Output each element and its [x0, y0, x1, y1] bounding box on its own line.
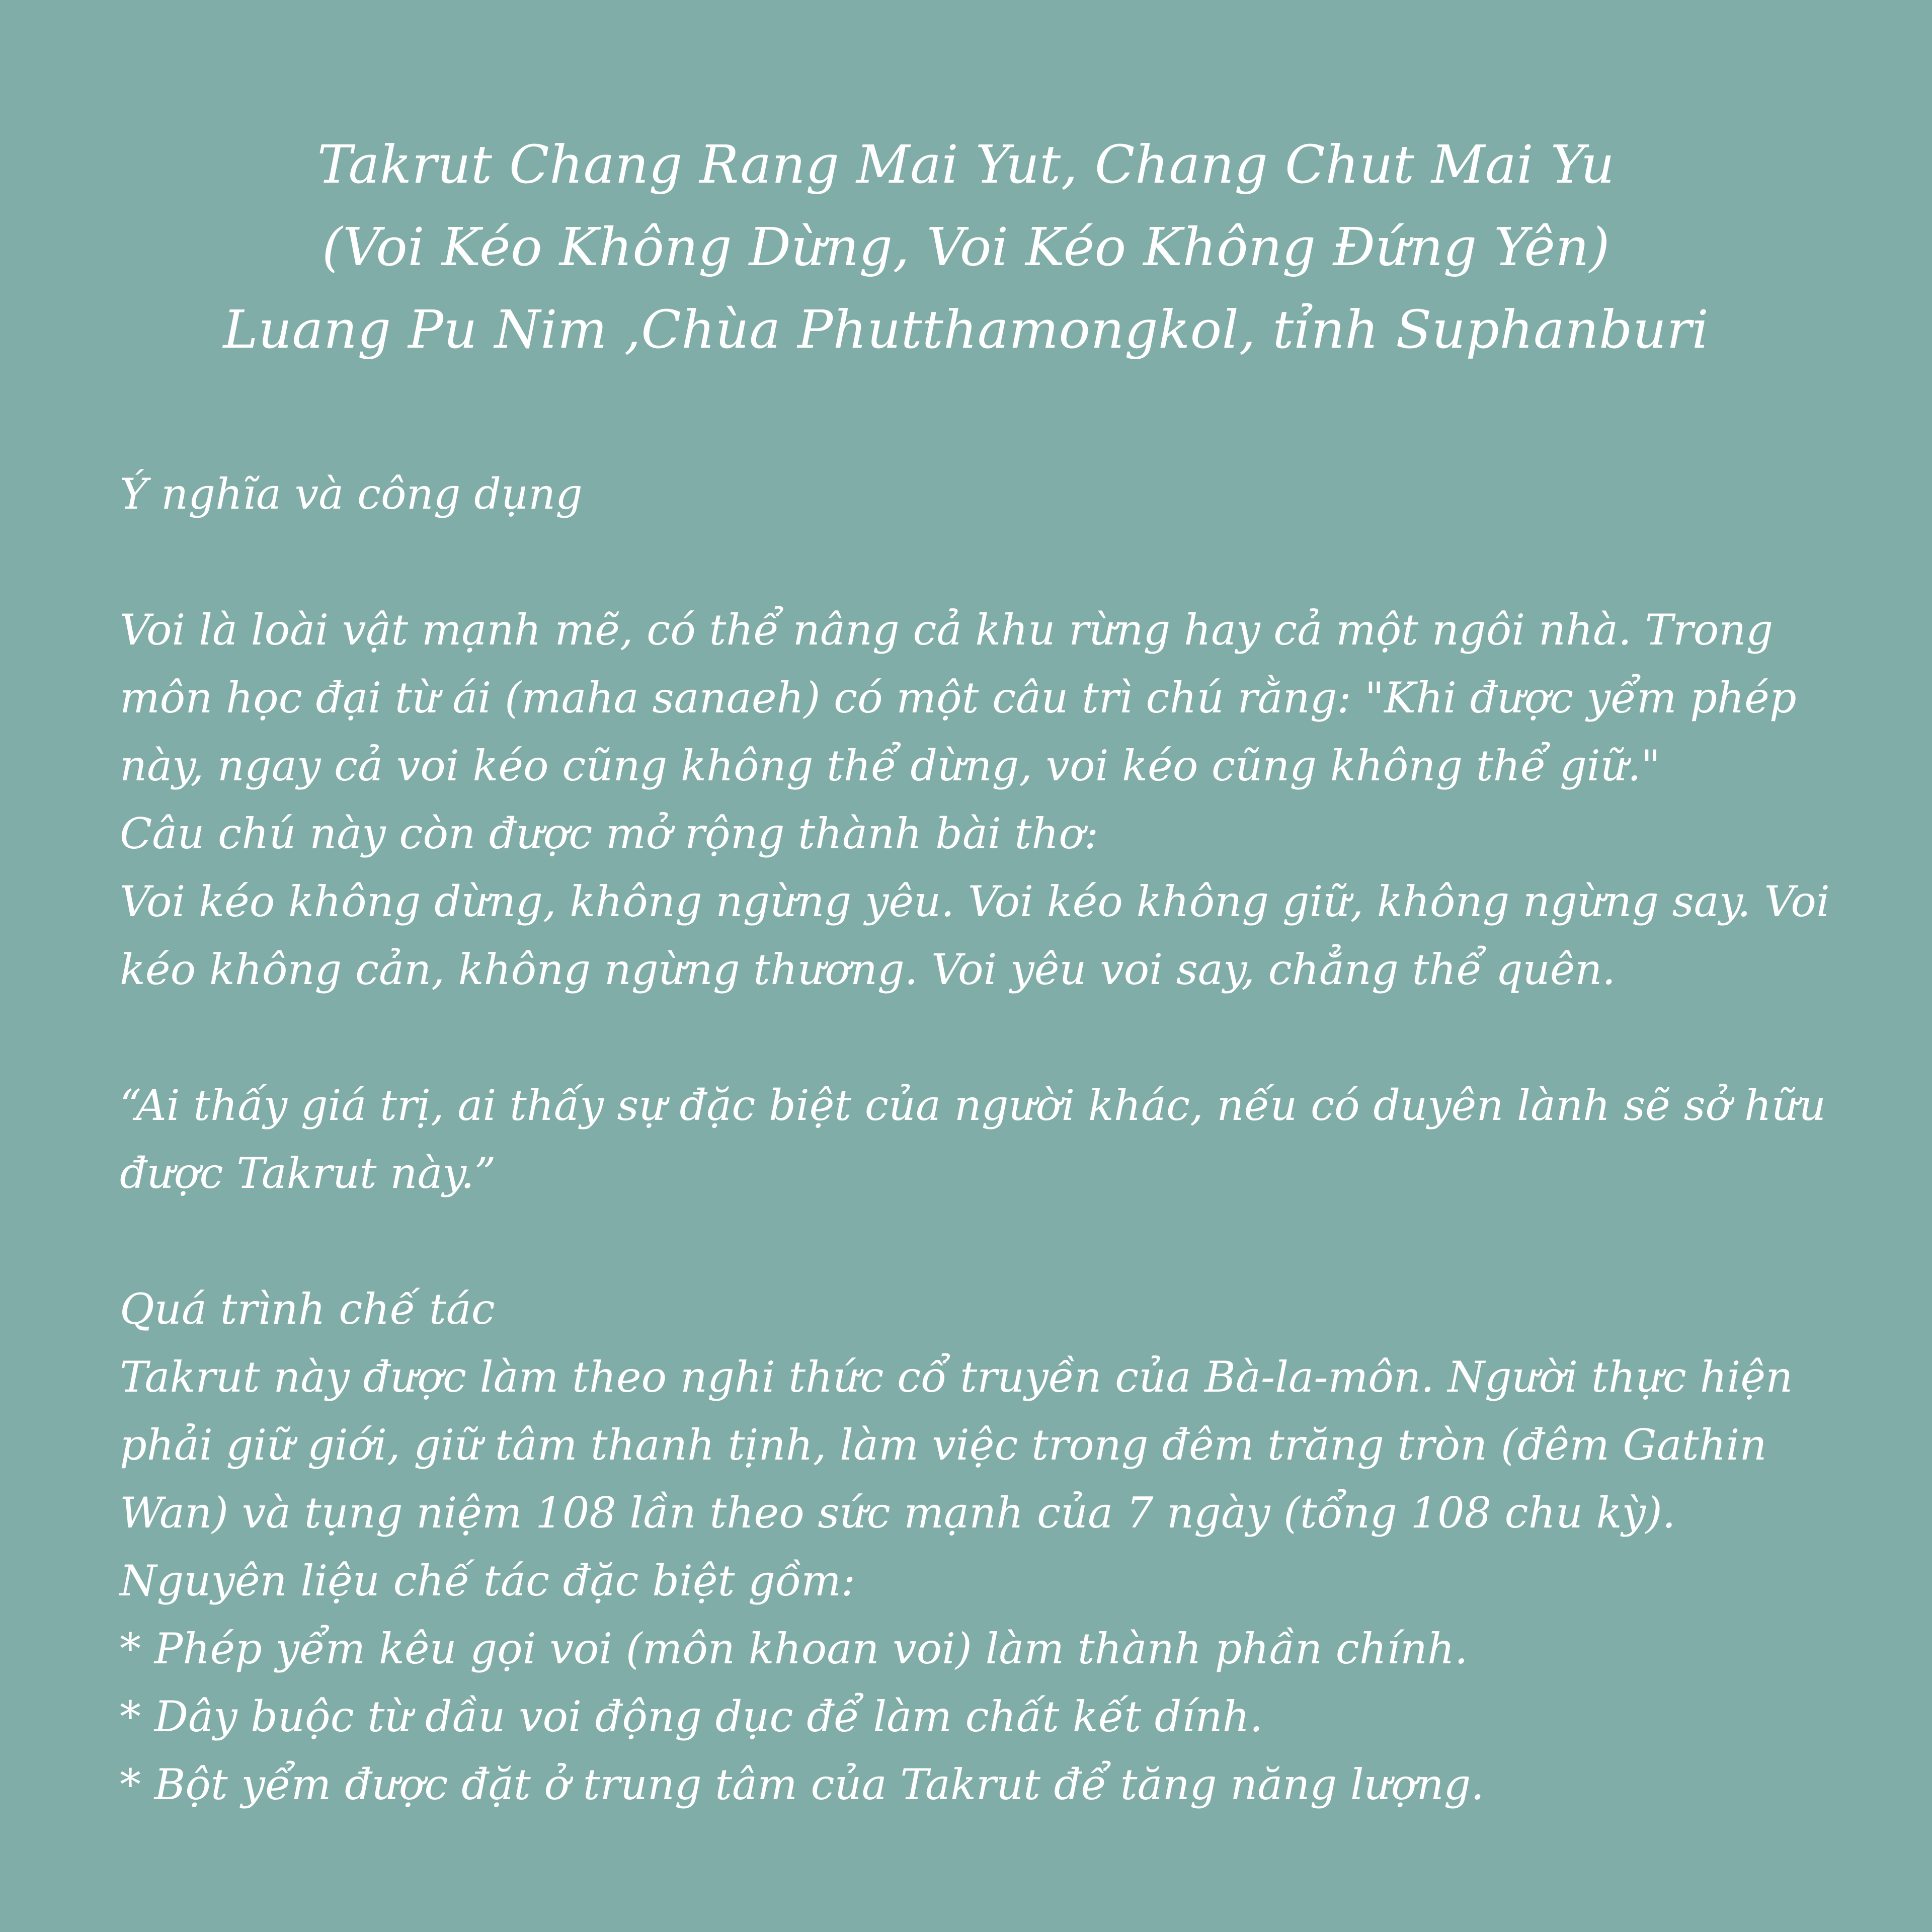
quote-line: được Takrut này.” [120, 1149, 496, 1198]
poem-intro: Câu chú này còn được mở rộng thành bài thơ: [120, 809, 1099, 858]
material-item: * Dây buộc từ dầu voi động dục để làm chất kết dính. [120, 1692, 1263, 1741]
poem-line: Voi kéo không dừng, không ngừng yêu. Voi kéo không giữ, không ngừng say. Voi [120, 877, 1830, 926]
meaning-paragraph-line: môn học đại từ ái (maha sanaeh) có một câu trì chú rằng: "Khi được yểm phép [120, 673, 1797, 722]
quote-line: “Ai thấy giá trị, ai thấy sự đặc biệt của người khác, nếu có duyên lành sẽ sở hữu [120, 1081, 1826, 1130]
title-block [0, 123, 1932, 371]
temple-line: Luang Pu Nim ,Chùa Phutthamongkol, tỉnh Suphanburi [223, 299, 1709, 360]
meaning-paragraph-line: Voi là loài vật mạnh mẽ, có thể nâng cả khu rừng hay cả một ngôi nhà. Trong [120, 605, 1774, 655]
material-item: * Phép yểm kêu gọi voi (môn khoan voi) làm thành phần chính. [120, 1624, 1468, 1673]
process-paragraph-line: phải giữ giới, giữ tâm thanh tịnh, làm việc trong đêm trăng tròn (đêm Gathin [120, 1420, 1767, 1470]
meaning-heading: Ý nghĩa và công dụng [120, 469, 583, 519]
body-text [120, 460, 1845, 1819]
process-heading: Quá trình chế tác [120, 1284, 495, 1334]
material-item: * Bột yểm được đặt ở trung tâm của Takrut để tăng năng lượng. [120, 1760, 1485, 1809]
poem-line: kéo không cản, không ngừng thương. Voi yêu voi say, chẳng thể quên. [120, 945, 1616, 994]
spacer [120, 1004, 1845, 1072]
meaning-paragraph-line: này, ngay cả voi kéo cũng không thể dừng, voi kéo cũng không thể giữ." [120, 741, 1661, 790]
process-paragraph-line: Wan) và tụng niệm 108 lần theo sức mạnh của 7 ngày (tổng 108 chu kỳ). [120, 1488, 1676, 1538]
title-line: Takrut Chang Rang Mai Yut, Chang Chut Mai Yu [317, 134, 1615, 195]
spacer [120, 528, 1845, 596]
materials-intro: Nguyên liệu chế tác đặc biệt gồm: [120, 1556, 856, 1605]
process-paragraph-line: Takrut này được làm theo nghi thức cổ truyền của Bà-la-môn. Người thực hiện [120, 1352, 1793, 1402]
subtitle-line: (Voi Kéo Không Dừng, Voi Kéo Không Đứng Yên) [322, 216, 1610, 278]
spacer [120, 1208, 1845, 1275]
